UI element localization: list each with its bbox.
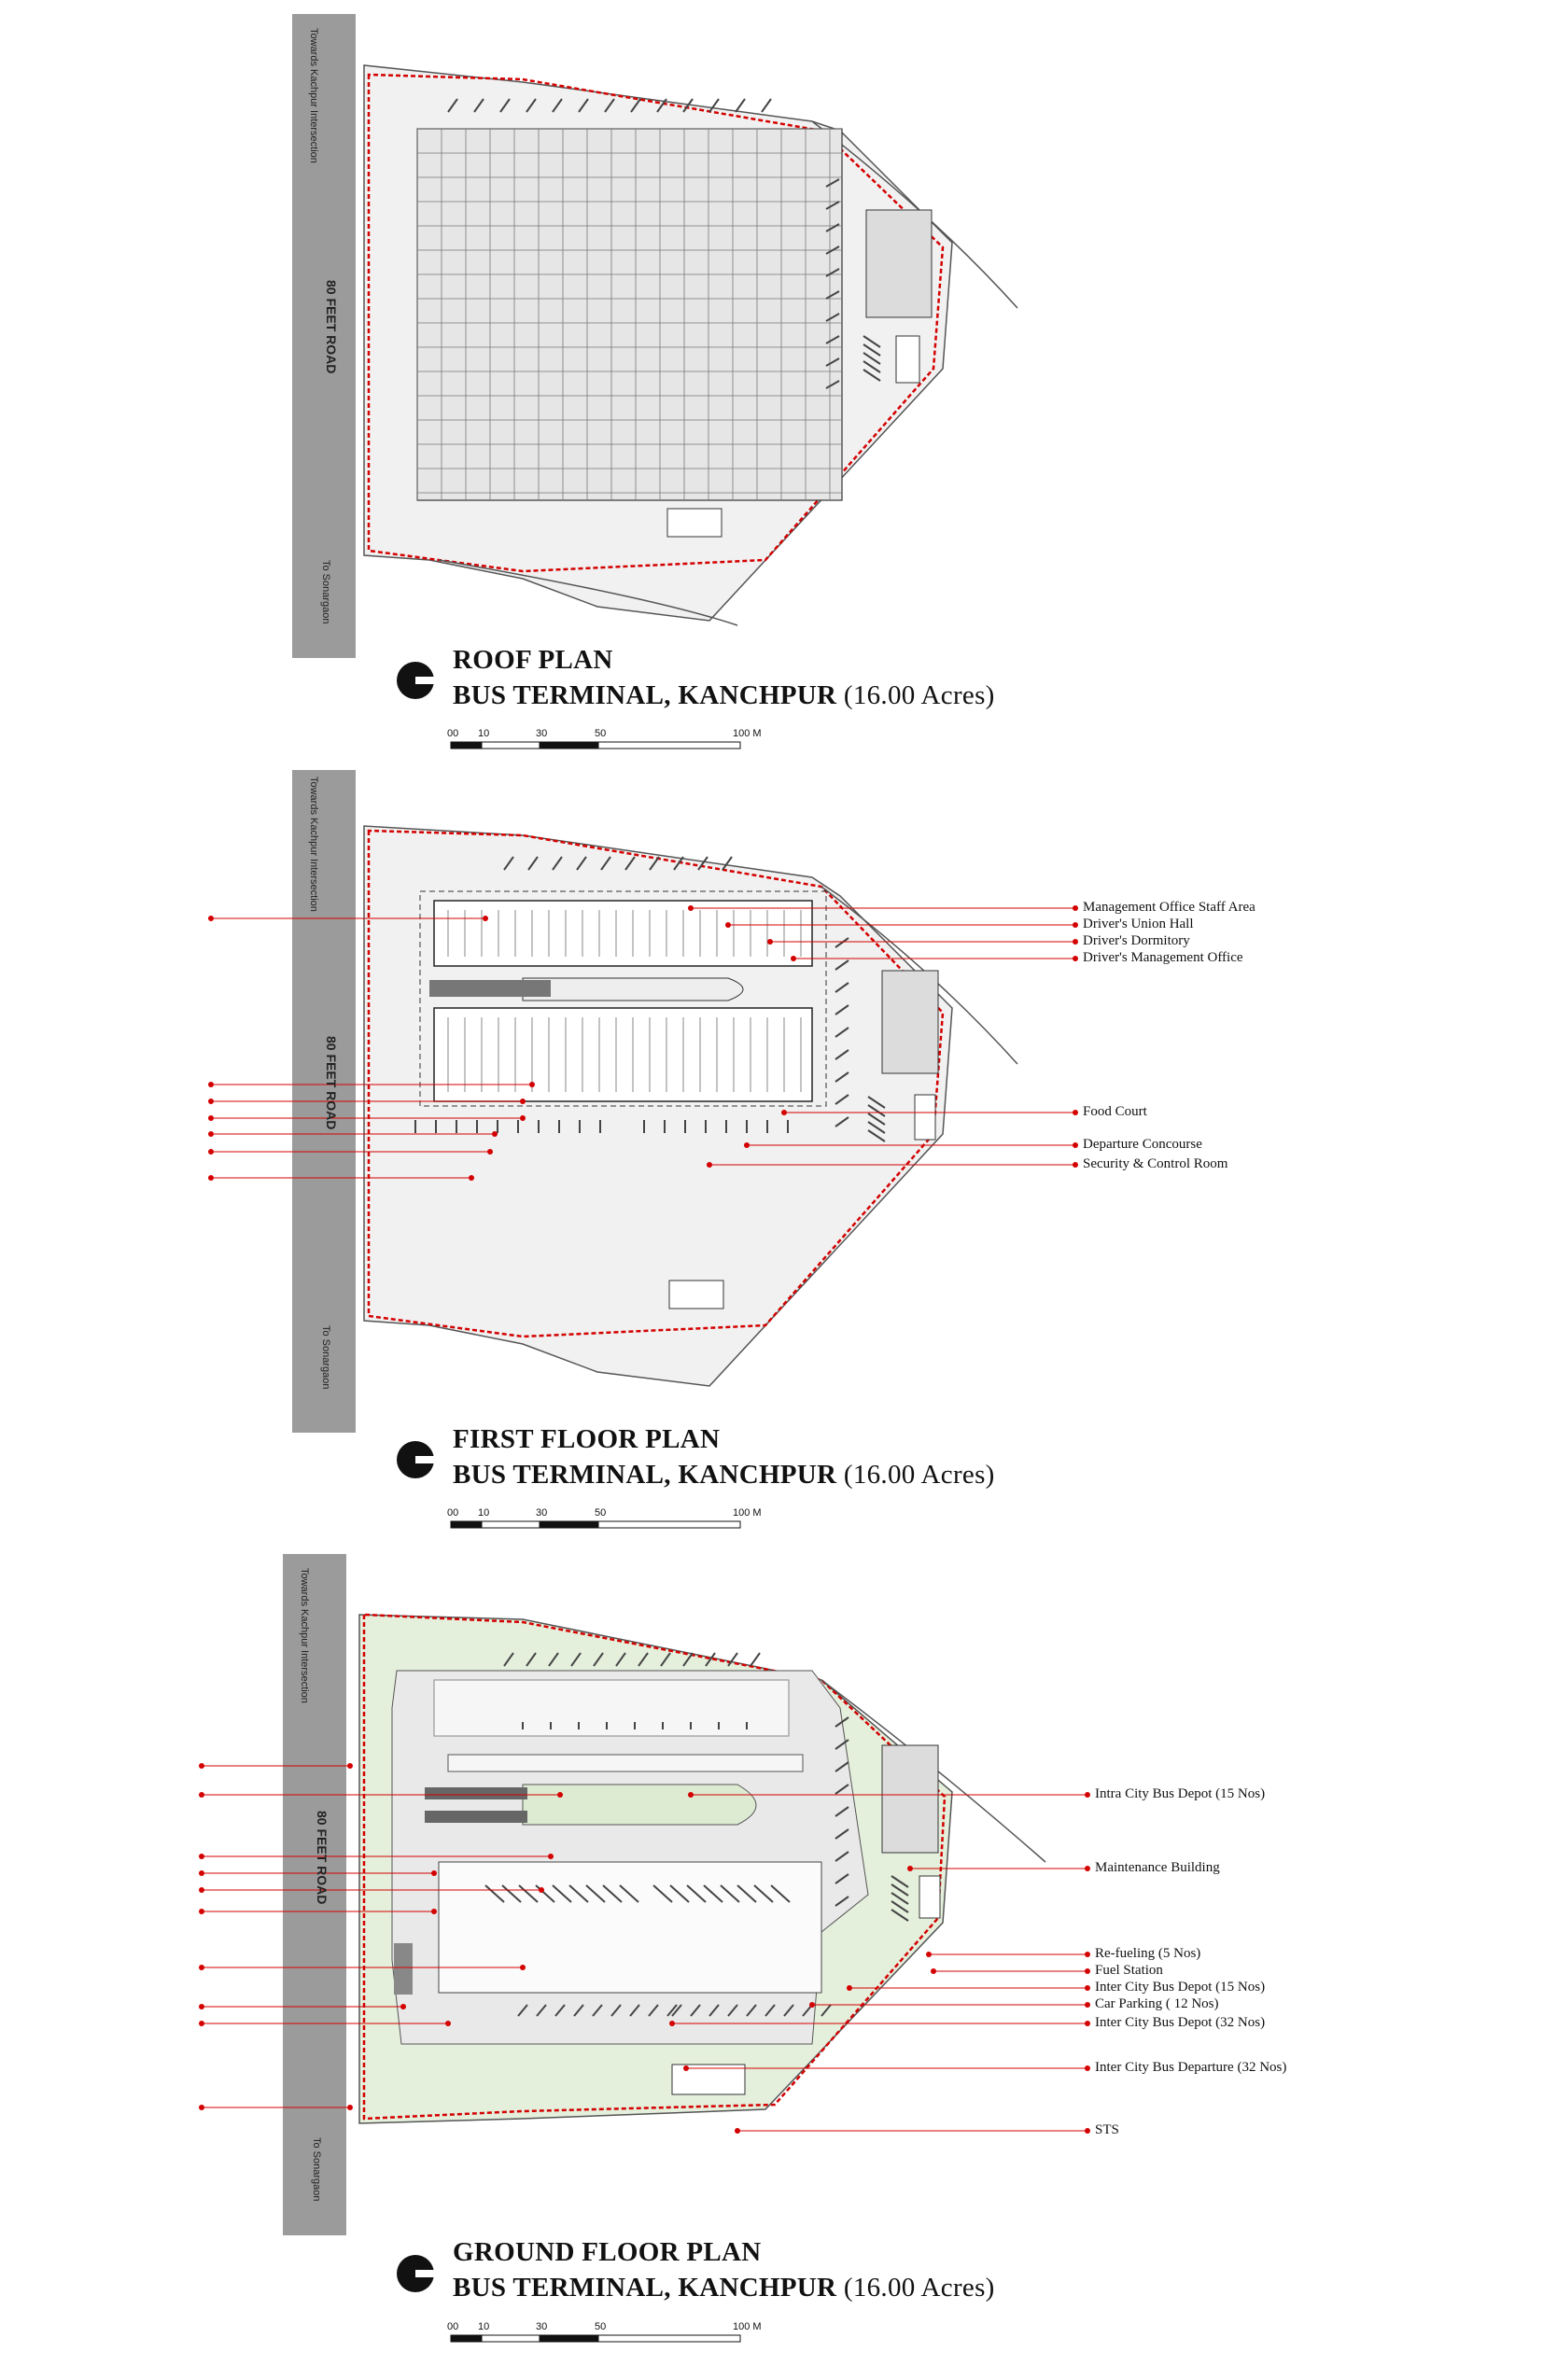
sts-block [672,2065,745,2094]
scale-tick-label: 00 [447,1507,459,1519]
central-bridge [523,978,743,1001]
label-maintenance-building: Maintenance Building [1095,1860,1220,1875]
label-drivers-management-office: Driver's Management Office [1083,950,1243,965]
scale-bar-graphic [446,1501,762,1538]
road-south-label: To Sonargaon [320,1325,331,1390]
north-arrow-icon [395,2253,436,2294]
scale-tick-label: 00 [447,2321,459,2332]
maintenance-building [882,971,938,1073]
label-refueling: Re-fueling (5 Nos) [1095,1946,1201,1961]
label-intra-city-depot-15: Intra City Bus Depot (15 Nos) [1095,1786,1266,1801]
label-car-parking: Car Parking ( 12 Nos) [1095,1996,1219,2011]
road-label: 80 FEET ROAD [315,1811,330,1905]
scale-tick-label: 50 [595,1507,607,1519]
north-arrow-icon [395,1439,436,1480]
scale-tick-label: 10 [478,728,490,739]
scale-tick-label: 30 [536,2321,548,2332]
road-south-label: To Sonargaon [311,2137,322,2202]
scale-tick-label: 10 [478,1507,490,1519]
label-inter-city-depot-32: Inter City Bus Depot (32 Nos) [1095,2015,1266,2030]
first-floor-sheet [0,765,1543,1540]
road-strip [283,1554,346,2235]
maintenance-building [866,210,932,317]
road-north-label: Towards Kachpur Intersection [299,1568,310,1703]
label-departure-concourse: Departure Concourse [1083,1137,1202,1152]
scale-tick-label: 100 M [733,1507,762,1519]
scale-bar-graphic [446,2315,762,2352]
ground-floor-title: GROUND FLOOR PLAN BUS TERMINAL, KANCHPUR (16.00 Acres) [453,2237,995,2303]
scale-tick-label: 30 [536,1507,548,1519]
lower-wing [434,1008,812,1101]
scale-tick-label: 100 M [733,2321,762,2332]
road-north-label: Towards Kachpur Intersection [308,28,319,163]
scale-bar [446,721,762,759]
ground-floor-sheet [0,1540,1543,2380]
label-sts: STS [1095,2122,1119,2137]
central-island [523,1785,756,1825]
scale-tick-label: 50 [595,728,607,739]
scale-tick-label: 30 [536,728,548,739]
label-food-court: Food Court [1083,1104,1147,1119]
label-security-control-room: Security & Control Room [1083,1156,1228,1171]
roof-plan-sheet [0,0,1543,765]
scale-bar [446,1501,762,1538]
label-drivers-dormitory: Driver's Dormitory [1083,933,1190,948]
label-management-office: Management Office Staff Area [1083,900,1255,915]
scale-tick-label: 50 [595,2321,607,2332]
upper-wing [434,901,812,966]
scale-bar [446,2315,762,2352]
roof-grid [417,129,842,500]
scale-tick-label: 10 [478,2321,490,2332]
road-north-label: Towards Kachpur Intersection [308,777,319,912]
cng-area [394,1943,413,1995]
label-inter-city-depot-15: Inter City Bus Depot (15 Nos) [1095,1980,1266,1995]
label-drivers-union-hall: Driver's Union Hall [1083,917,1194,931]
road-label: 80 FEET ROAD [324,280,339,374]
sts-block [667,509,722,537]
scale-tick-label: 00 [447,728,459,739]
north-arrow-icon [395,660,436,701]
label-inter-city-departure-32: Inter City Bus Departure (32 Nos) [1095,2060,1287,2075]
scale-bar-graphic [446,721,762,759]
road-south-label: To Sonargaon [320,560,331,624]
maintenance-building [882,1745,938,1853]
roof-plan-title: ROOF PLAN BUS TERMINAL, KANCHPUR (16.00 Acres) [453,645,995,710]
fuel-station-block [896,336,919,383]
label-fuel-station: Fuel Station [1095,1963,1163,1978]
fuel-station-block [919,1876,940,1918]
ground-building [439,1862,821,1993]
scale-tick-label: 100 M [733,728,762,739]
first-floor-title: FIRST FLOOR PLAN BUS TERMINAL, KANCHPUR (16.00 Acres) [453,1424,995,1490]
ramp-band [429,980,551,997]
road-label: 80 FEET ROAD [324,1036,339,1130]
